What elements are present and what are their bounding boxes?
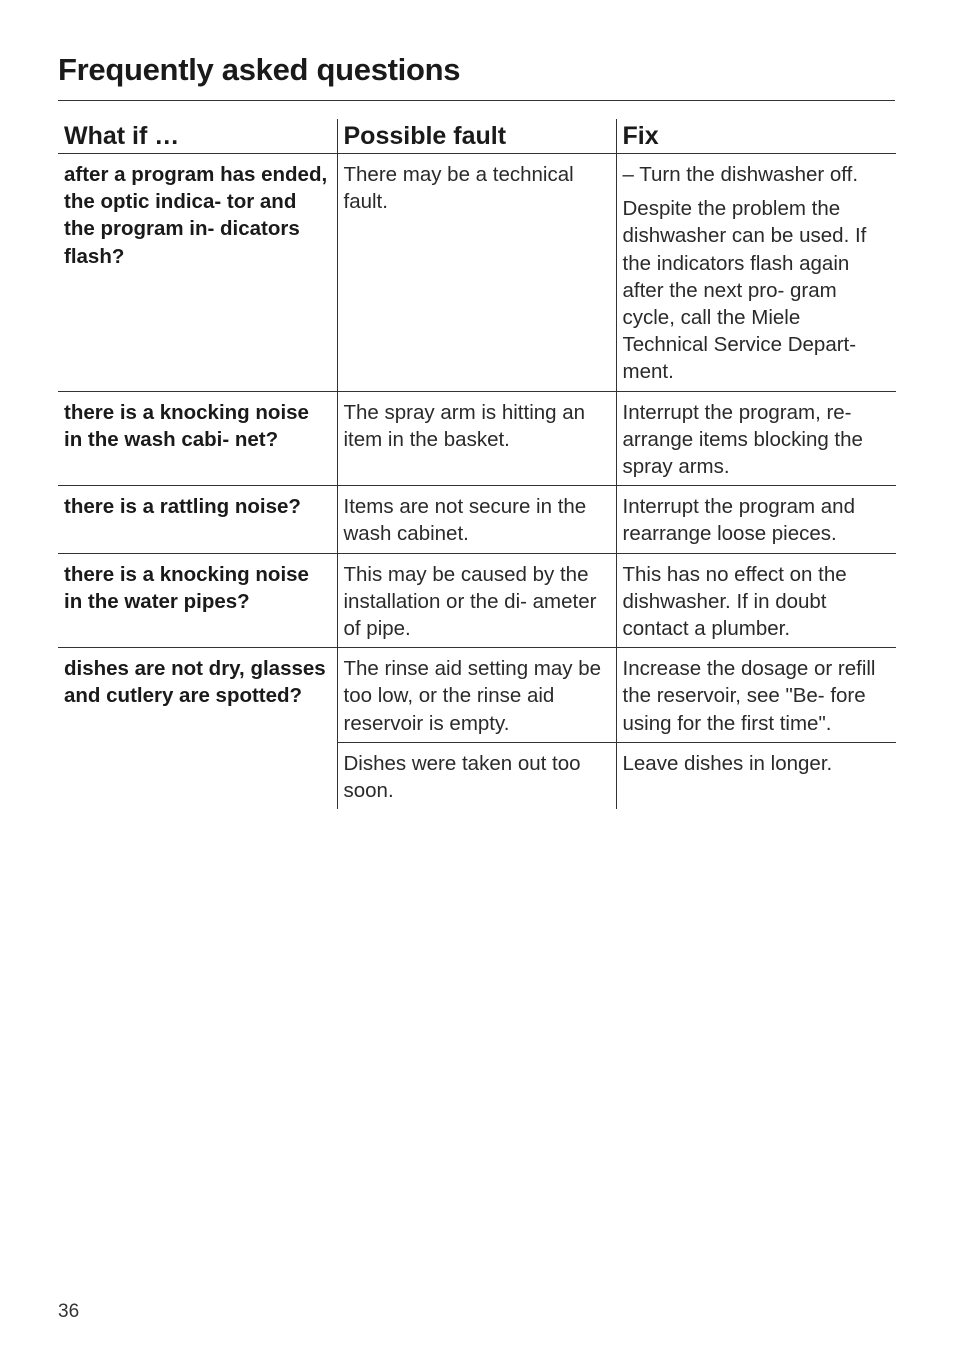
fix-cell: This has no effect on the dishwasher. If in doubt contact a plumber. [616, 553, 896, 648]
table-row [58, 154, 896, 392]
header-fix: Fix [616, 119, 896, 154]
fix-cell: Increase the dosage or refill the reservoir, see "Be- fore using for the first time". [616, 648, 896, 743]
fix-cell: Interrupt the program, re- arrange items blocking the spray arms. [616, 391, 896, 486]
fix-step: – Turn the dishwasher off. [622, 163, 859, 186]
fault-cell: The spray arm is hitting an item in the basket. [337, 391, 616, 486]
fault-cell: The rinse aid setting may be too low, or the rinse aid reservoir is empty. [337, 648, 616, 743]
header-what-if: What if … [58, 119, 337, 154]
table-row [58, 486, 896, 553]
table-header-row [58, 119, 896, 154]
question-cell: there is a knocking noise in the water pipes? [58, 553, 337, 648]
question-cell: after a program has ended, the optic indica- tor and the program in- dicators flash? [58, 154, 337, 392]
header-possible-fault: Possible fault [337, 119, 616, 154]
question-cell: dishes are not dry, glasses and cutlery are spotted? [64, 657, 326, 708]
fix-text: Despite the problem the dishwasher can be used. If the indicators flash again after the next pro- gram cycle, call the Miele Technical Service Depart- ment. [622, 197, 867, 384]
question-cell: there is a rattling noise? [58, 486, 337, 553]
page-number: 36 [58, 1301, 80, 1322]
faq-table [58, 119, 896, 809]
title-divider [58, 100, 895, 101]
page-title: Frequently asked questions [58, 52, 461, 87]
fault-cell: Items are not secure in the wash cabinet. [337, 486, 616, 553]
fault-cell: This may be caused by the installation or the di- ameter of pipe. [337, 553, 616, 648]
fix-cell: Leave dishes in longer. [616, 742, 896, 809]
table-row [58, 648, 896, 743]
table-row [58, 553, 896, 648]
table-row [58, 391, 896, 486]
fix-cell: Interrupt the program and rearrange loose pieces. [616, 486, 896, 553]
fault-cell: Dishes were taken out too soon. [337, 742, 616, 809]
question-cell: there is a knocking noise in the wash cabi- net? [58, 391, 337, 486]
fix-cell [616, 154, 896, 392]
fault-cell: There may be a technical fault. [337, 154, 616, 392]
